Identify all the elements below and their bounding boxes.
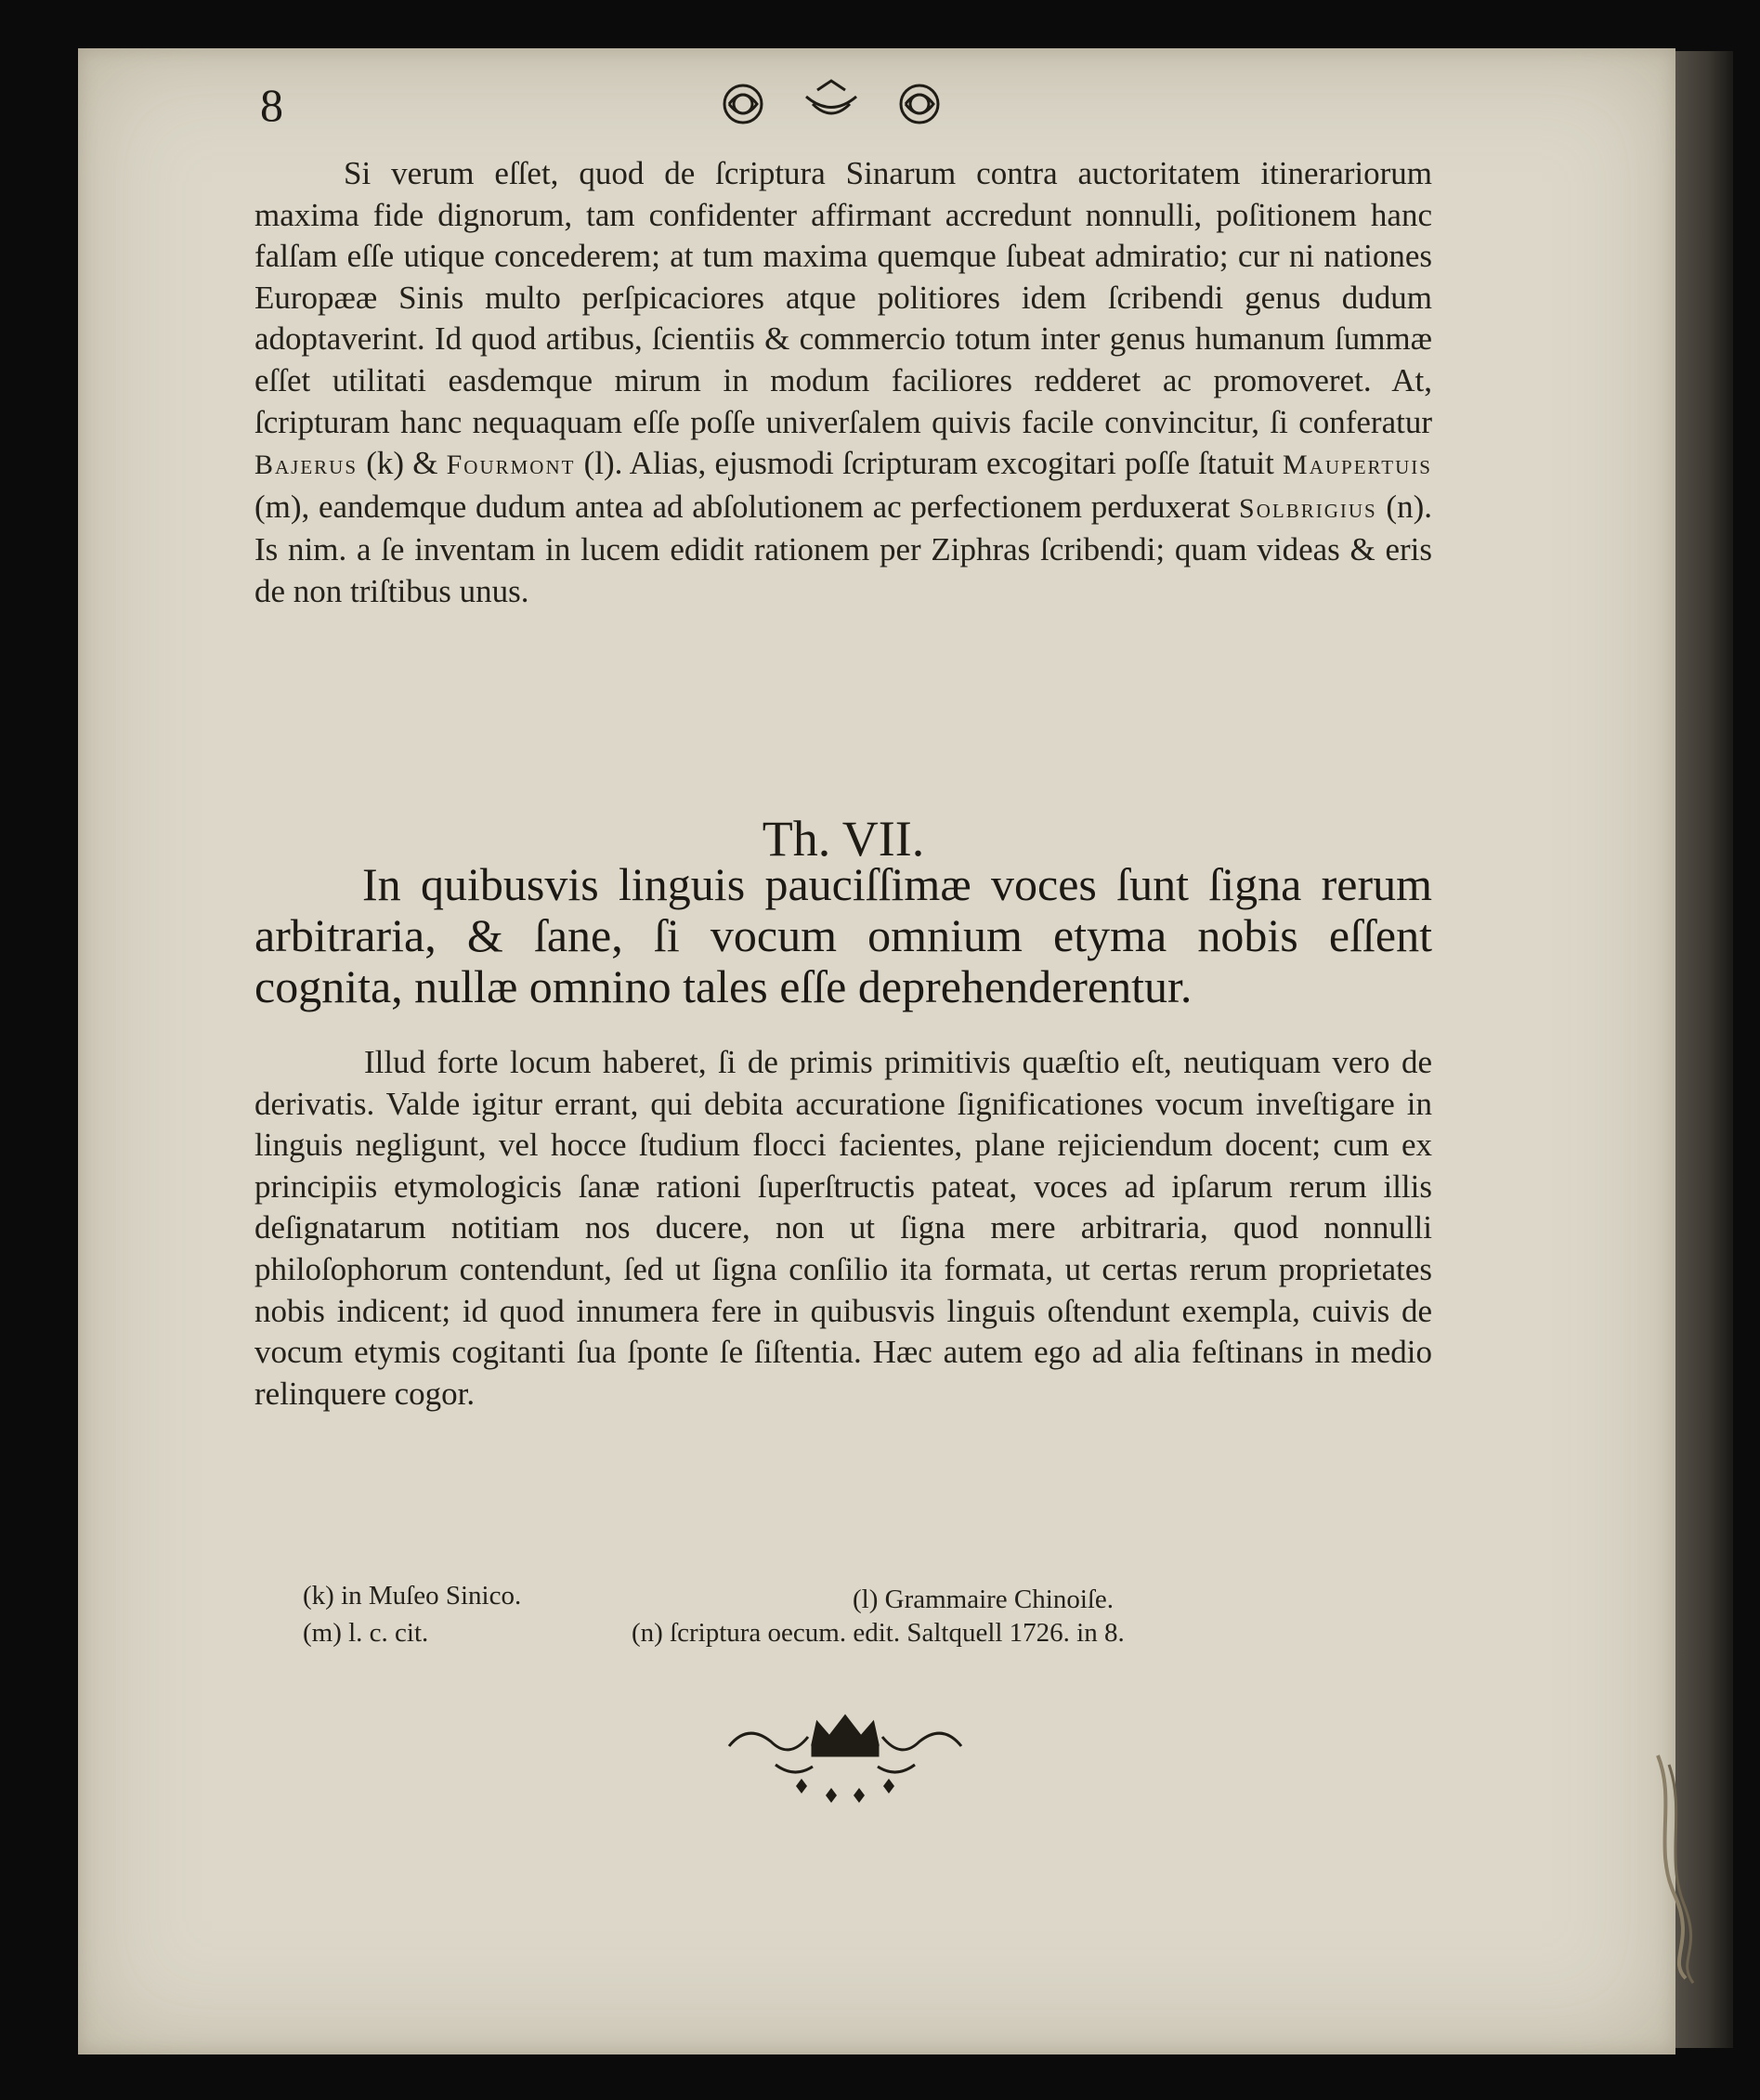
thesis-statement: In quibusvis linguis pauciſſimæ voces ſunt ſigna rerum arbitraria, & ſane, ſi vocum omnium etyma nobis eſſent cognita, nullæ omnino tales eſſe deprehenderentur. (254, 858, 1432, 1012)
binding-thread (1649, 1746, 1704, 1988)
footnote-l: (l) Grammaire Chinoiſe. (853, 1585, 1115, 1614)
author-bajerus: Bajerus (254, 450, 359, 481)
paragraph-1: Si verum eſſet, quod de ſcriptura Sinarum contra auctoritatem itinerariorum maxima fide dignorum, tam confidenter affirmant accredunt nonnulli, poſitionem hanc falſam eſſe utique concederem; at tum maxima quemque ſubeat admiratio; cur ni nationes Europææ Sinis multo perſpicaciores atque politiores idem ſcribendi genus dudum adoptaverint. Id quod artibus, ſcientiis & commercio totum inter genus humanum ſummæ eſſet utilitati easdemque mirum in modum faciliores redderet ac promoveret. At, ſcripturam hanc nequaquam eſſe poſſe univerſalem quivis facile convincitur, ſi conferatur Bajerus (k) & Fourmont (l). Alias, ejusmodi ſcripturam excogitari poſſe ſtatuit Maupertuis (m), eandemque dudum antea ad abſolutionem ac perfectionem perduxerat Solbrigius (n). Is nim. a ſe inventam in lucem edidit rationem per Ziphras ſcribendi; quam videas & eris de non triſtibus unus. (254, 155, 1432, 609)
crown-vignette-icon (720, 1709, 971, 1811)
paragraph-2: Illud forte locum haberet, ſi de primis primitivis quæſtio eſt, neutiquam vero de derivatis. Valde igitur errant, qui debita accuratione ſignificationes vocum inveſtigare in linguis negligunt, vel hocce ſtudium flocci facientes, plane rejiciendum docent; cum ex principiis etymologicis ſanæ rationi ſuperſtructis pateat, voces ad ipſarum rerum illis deſignatarum notitiam nos ducere, non ut ſigna mere arbitraria, quod nonnulli philoſophorum contendunt, ſed ut ſigna conſilio ita formata, ut certas rerum proprietates nobis indicent; id quod innumera fere in quibusvis linguis oſtendunt exempla, cuivis de vocum etymis cogitanti ſua ſponte ſe ſiſtentia. Hæc autem ego ad alia feſtinans in medio relinquere cogor. (254, 1044, 1432, 1412)
author-fourmont: Fourmont (446, 450, 576, 481)
thesis-heading: Th. VII. (762, 811, 925, 867)
footnote-k: (k) in Muſeo Sinico. (303, 1581, 522, 1611)
footnote-n: (n) ſcriptura oecum. edit. Saltquell 1726. in 8. (632, 1618, 1125, 1648)
three-flower-ornament-icon (697, 76, 966, 132)
footnote-m: (m) l. c. cit. (303, 1618, 429, 1648)
author-solbrigius: Solbrigius (1239, 492, 1377, 524)
author-maupertuis: Maupertuis (1283, 450, 1432, 481)
page-header (260, 76, 1495, 132)
page-number: 8 (260, 79, 283, 131)
